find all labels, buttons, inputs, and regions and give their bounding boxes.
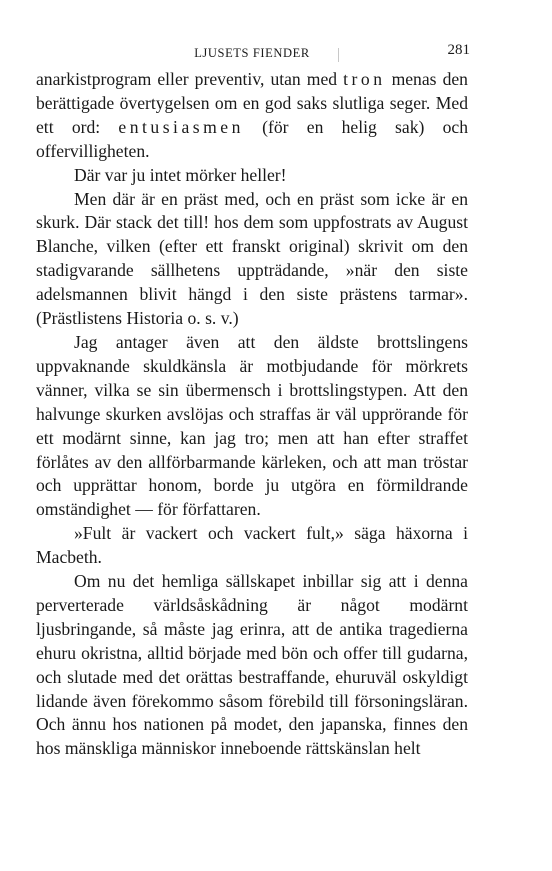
text-segment: Där var ju intet mörker heller! bbox=[74, 164, 287, 185]
scan-artifact bbox=[338, 48, 339, 62]
paragraph bbox=[36, 331, 468, 522]
paragraph bbox=[36, 164, 468, 188]
text-segment: Men där är en präst med, och en präst som icke är en skurk. Där stack det till! hos dem som uppfostrats av August Blanche, vilken (efter ett franskt original) skrivit om den stadigvarande sällhetens uppträdande, »när den siste adelsmannen blivit hängd i den siste prästens tarmar». (Prästlistens Historia o. s. v.) bbox=[36, 188, 468, 329]
text-segment: menas den berättigade övertygelsen om en god saks slutliga seger. Med ett ord: bbox=[36, 69, 468, 137]
spaced-emphasis: entusiasmen bbox=[118, 116, 244, 137]
text-segment: Jag antager även att den äldste brottslingens uppvaknande skuldkänsla är motbjudande för mörkrets vänner, vilka se sin übermensch i brottslingstypen. Att den halvunge skurken avslöjas och straffas är väl upprörande för ett modärnt sinne, kan jag tro; men att han efter straffet förlåtes av den allförbarmande kärleken, och att man tröstar och upprättar honom, borde ju utgöra en förmildrande omständighet — för författaren. bbox=[36, 331, 468, 520]
paragraph bbox=[36, 522, 468, 570]
text-segment: (för en helig sak) och offervilligheten. bbox=[36, 116, 468, 161]
text-segment: »Fult är vackert och vackert fult,» säga häxorna i Macbeth. bbox=[36, 523, 468, 568]
paragraph bbox=[36, 188, 468, 331]
running-header bbox=[36, 38, 468, 68]
paragraph bbox=[36, 68, 468, 164]
text-segment: anarkistprogram eller preventiv, utan med bbox=[36, 69, 344, 89]
page-number: 281 bbox=[447, 42, 470, 58]
body-text bbox=[36, 68, 468, 761]
book-page bbox=[36, 38, 468, 761]
text-segment: Om nu det hemliga sällskapet inbillar sig att i denna perverterade världsåskådning är något modärnt ljusbringande, så måste jag erinra, att de antika tragedierna ehuru okristna, alltid började med bön och offer till gudarna, och slutade med det orättas bestraffande, ehuruväl oskyldigt lidande även förekommo såsom förebild till försoningsläran. Och ännu hos nationen på modet, den japanska, finnes den hos mänskliga människor inneboende rättskänslan helt bbox=[36, 571, 468, 759]
spaced-emphasis: tron bbox=[343, 69, 386, 89]
paragraph bbox=[36, 570, 468, 761]
running-title: LJUSETS FIENDER bbox=[194, 46, 310, 60]
